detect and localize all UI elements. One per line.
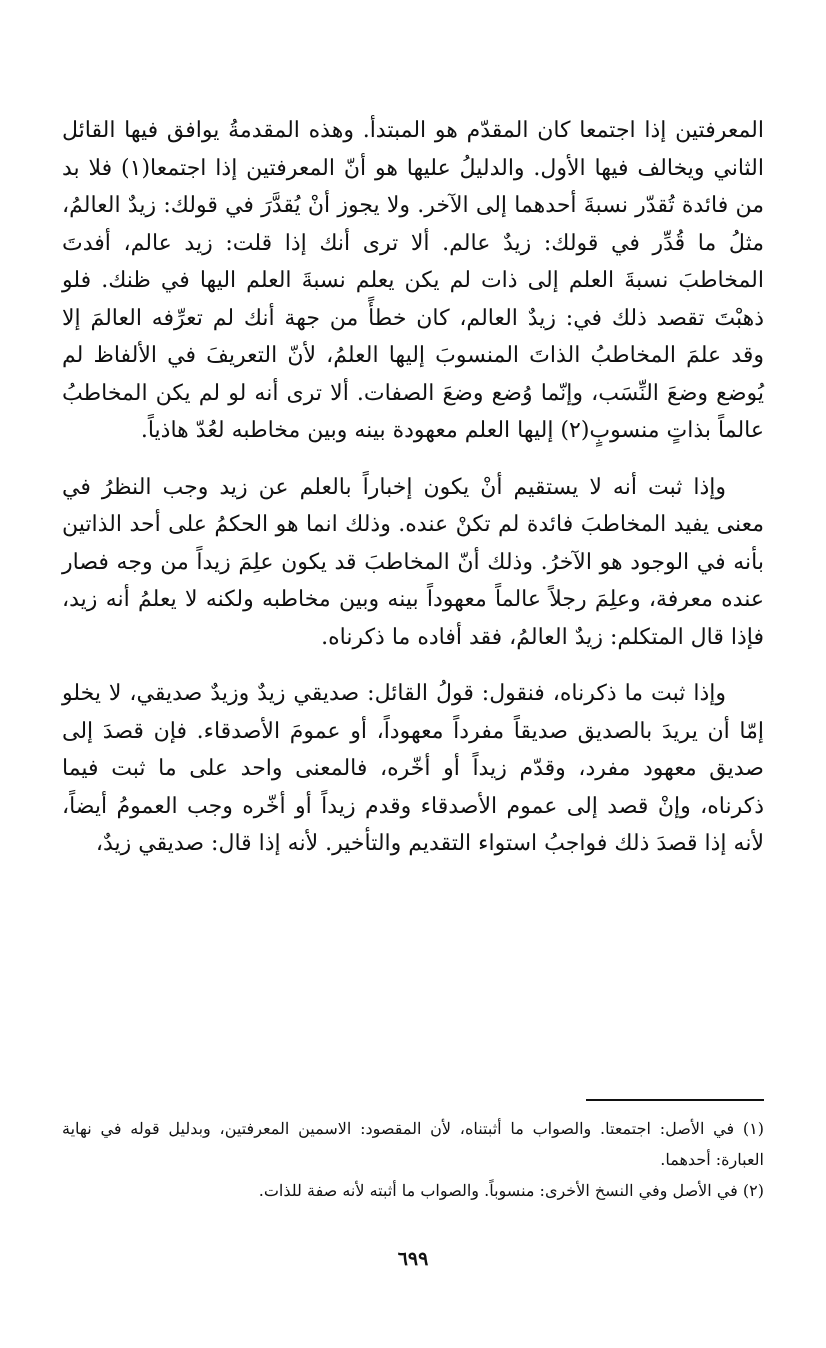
footnote-divider [586,1099,764,1101]
footnotes [62,1113,764,1206]
footnote-1: (١) في الأصل: اجتمعتا. والصواب ما أثبتناه، لأن المقصود: الاسمين المعرفتين، وبدليل قوله في نهاية العبارة: أحدهما. [62,1119,764,1169]
footnote-2: (٢) في الأصل وفي النسخ الأخرى: منسوباً. والصواب ما أثبته لأنه صفة للذات. [258,1181,764,1200]
paragraph-2: وإذا ثبت أنه لا يستقيم أنْ يكون إخباراً بالعلم عن زيد وجب النظرُ في معنى يفيد المخاطبَ فائدة لم تكنْ عنده. وذلك انما هو الحكمُ على أحد الذاتين بأنه في الوجود هو الآخرُ. وذلك أنّ المخاطبَ قد يكون علِمَ زيداً من وجه فصار عنده معرفة، وعلِمَ رجلاً عالماً معهوداً بينه وبين مخاطبه ولكنه لا يعلمُ أنه زيد، فإذا قال المتكلم: زيدٌ العالمُ، فقد أفاده ما ذكرناه. [62,474,764,650]
main-text [62,112,764,863]
paragraph-1: المعرفتين إذا اجتمعا كان المقدّم هو المبتدأ. وهذه المقدمةُ يوافق فيها القائل الثاني ويخالف فيها الأول. والدليلُ عليها هو أنّ المعرفتين إذا اجتمعا(١) فلا بد من فائدة تُقدّر نسبةَ أحدهما إلى الآخر. ولا يجوز أنْ يُقدَّرَ في قولك: زيدٌ العالمُ، مثلُ ما قُدِّر في قولك: زيدٌ عالم. ألا ترى أنك إذا قلت: زيد عالم، أفدتَ المخاطبَ نسبةَ العلم إلى ذات لم يكن يعلم نسبةَ العلم اليها في ظنك. فلو ذهبْتَ تقصد ذلك في: زيدٌ العالم، كان خطأً من جهة أنك لم تعرِّفه العالمَ إلا وقد علمَ المخاطبُ الذاتَ المنسوبَ إليها العلمُ، لأنّ التعريفَ في الألفاظ لم يُوضع وضعَ النِّسَب، وإنّما وُضع وضعَ الصفات. ألا ترى أنه لو لم يكن المخاطبُ عالماً بذاتٍ منسوبٍ(٢) إليها العلم معهودة بينه وبين مخاطبه لعُدّ هاذياً. [62,118,764,443]
page-number: ٦٩٩ [397,1248,429,1270]
paragraph-3: وإذا ثبت ما ذكرناه، فنقول: قولُ القائل: صديقي زيدٌ وزيدٌ صديقي، لا يخلو إمّا أن يريدَ بالصديق صديقاً مفرداً معهوداً، أو عمومَ الأصدقاء. فإن قصدَ إلى صديق معهود مفرد، وقدّم زيداً أو أخّره، فالمعنى واحد على ما ثبت فيما ذكرناه، وإنْ قصد إلى عموم الأصدقاء وقدم زيداً أو أخّره وجب العمومُ أيضاً، لأنه إذا قصدَ ذلك فواجبُ استواء التقديم والتأخير. لأنه إذا قال: صديقي زيدٌ، [62,681,764,856]
